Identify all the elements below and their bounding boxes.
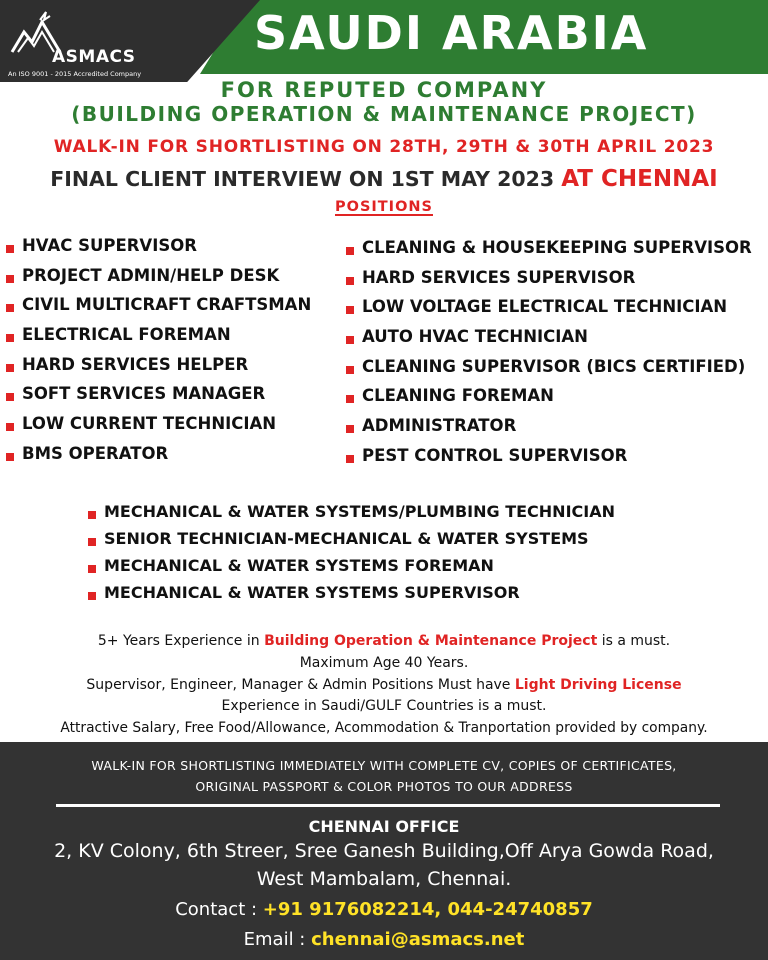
bullet-icon xyxy=(6,393,14,401)
list-item: AUTO HVAC TECHNICIAN xyxy=(346,327,752,357)
email-line xyxy=(0,929,768,950)
footer xyxy=(0,742,768,960)
contact-line xyxy=(0,899,768,920)
list-item: MECHANICAL & WATER SYSTEMS FOREMAN xyxy=(88,556,615,583)
email-label: Email : xyxy=(243,929,312,950)
bullet-icon xyxy=(88,565,96,573)
positions-heading xyxy=(0,199,768,215)
bullet-icon xyxy=(6,334,14,342)
list-item: ADMINISTRATOR xyxy=(346,416,752,446)
bullet-icon xyxy=(6,453,14,461)
subtitle: FOR REPUTED COMPANY xyxy=(220,78,548,102)
license-highlight: Light Driving License xyxy=(514,677,682,693)
contact-phone[interactable]: +91 9176082214, 044-24740857 xyxy=(262,899,593,920)
list-item: CLEANING SUPERVISOR (BICS CERTIFIED) xyxy=(346,357,752,387)
bullet-icon xyxy=(346,277,354,285)
email-link[interactable]: chennai@asmacs.net xyxy=(311,929,525,950)
list-item: LOW VOLTAGE ELECTRICAL TECHNICIAN xyxy=(346,297,752,327)
interview-date: FINAL CLIENT INTERVIEW ON 1ST MAY 2023 xyxy=(50,167,555,191)
interview-line xyxy=(0,166,768,192)
bullet-icon xyxy=(346,306,354,314)
bullet-icon xyxy=(346,395,354,403)
experience-requirement: 5+ Years Experience in Building Operation & Maintenance Project is a must. xyxy=(97,633,671,649)
list-item: BMS OPERATOR xyxy=(6,444,311,474)
list-item: LOW CURRENT TECHNICIAN xyxy=(6,414,311,444)
country-title: SAUDI ARABIA xyxy=(254,6,649,60)
list-item: ELECTRICAL FOREMAN xyxy=(6,325,311,355)
address-line1: 2, KV Colony, 6th Streer, Sree Ganesh Building,Off Arya Gowda Road, xyxy=(54,840,714,862)
bullet-icon xyxy=(346,336,354,344)
list-item: PEST CONTROL SUPERVISOR xyxy=(346,446,752,476)
gulf-requirement: Experience in Saudi/GULF Countries is a must. xyxy=(221,698,547,714)
list-item: CLEANING FOREMAN xyxy=(346,386,752,416)
license-requirement: Supervisor, Engineer, Manager & Admin Positions Must have Light Driving License xyxy=(86,677,682,693)
experience-highlight: Building Operation & Maintenance Project xyxy=(264,633,598,649)
project-title: (BUILDING OPERATION & MAINTENANCE PROJECT) xyxy=(71,102,697,126)
logo-name: ASMACS xyxy=(52,47,136,67)
positions-left-list xyxy=(6,236,311,474)
walkin-dates: WALK-IN FOR SHORTLISTING ON 28TH, 29TH & 30TH APRIL 2023 xyxy=(53,137,715,157)
office-title: CHENNAI OFFICE xyxy=(308,817,460,836)
contact-label: Contact : xyxy=(175,899,263,920)
age-requirement: Maximum Age 40 Years. xyxy=(299,655,469,671)
list-item: SENIOR TECHNICIAN-MECHANICAL & WATER SYSTEMS xyxy=(88,529,615,556)
bullet-icon xyxy=(346,366,354,374)
bullet-icon xyxy=(6,364,14,372)
bullet-icon xyxy=(346,247,354,255)
list-item: HARD SERVICES HELPER xyxy=(6,355,311,385)
logo-tagline: An ISO 9001 - 2015 Accredited Company xyxy=(8,70,142,78)
address-line2: West Mambalam, Chennai. xyxy=(256,868,512,890)
walkin-instructions-line2: ORIGINAL PASSPORT & COLOR PHOTOS TO OUR ADDRESS xyxy=(195,779,573,794)
list-item: MECHANICAL & WATER SYSTEMS/PLUMBING TECHNICIAN xyxy=(88,502,615,529)
positions-right-list xyxy=(346,238,752,476)
positions-center-list xyxy=(88,502,615,610)
list-item: MECHANICAL & WATER SYSTEMS SUPERVISOR xyxy=(88,583,615,610)
bullet-icon xyxy=(6,304,14,312)
list-item: CLEANING & HOUSEKEEPING SUPERVISOR xyxy=(346,238,752,268)
header xyxy=(0,0,768,80)
walkin-instructions-line1: WALK-IN FOR SHORTLISTING IMMEDIATELY WITH COMPLETE CV, COPIES OF CERTIFICATES, xyxy=(91,758,677,773)
positions-heading-text: POSITIONS xyxy=(335,199,433,215)
list-item: PROJECT ADMIN/HELP DESK xyxy=(6,266,311,296)
bullet-icon xyxy=(346,455,354,463)
list-item: HVAC SUPERVISOR xyxy=(6,236,311,266)
bullet-icon xyxy=(6,423,14,431)
list-item: CIVIL MULTICRAFT CRAFTSMAN xyxy=(6,295,311,325)
divider xyxy=(56,804,720,807)
list-item: SOFT SERVICES MANAGER xyxy=(6,384,311,414)
bullet-icon xyxy=(88,538,96,546)
benefits: Attractive Salary, Free Food/Allowance, Acommodation & Tranportation provided by company. xyxy=(60,720,708,736)
bullet-icon xyxy=(346,425,354,433)
bullet-icon xyxy=(88,592,96,600)
bullet-icon xyxy=(88,511,96,519)
interview-location: AT CHENNAI xyxy=(561,166,718,192)
bullet-icon xyxy=(6,275,14,283)
bullet-icon xyxy=(6,245,14,253)
list-item: HARD SERVICES SUPERVISOR xyxy=(346,268,752,298)
